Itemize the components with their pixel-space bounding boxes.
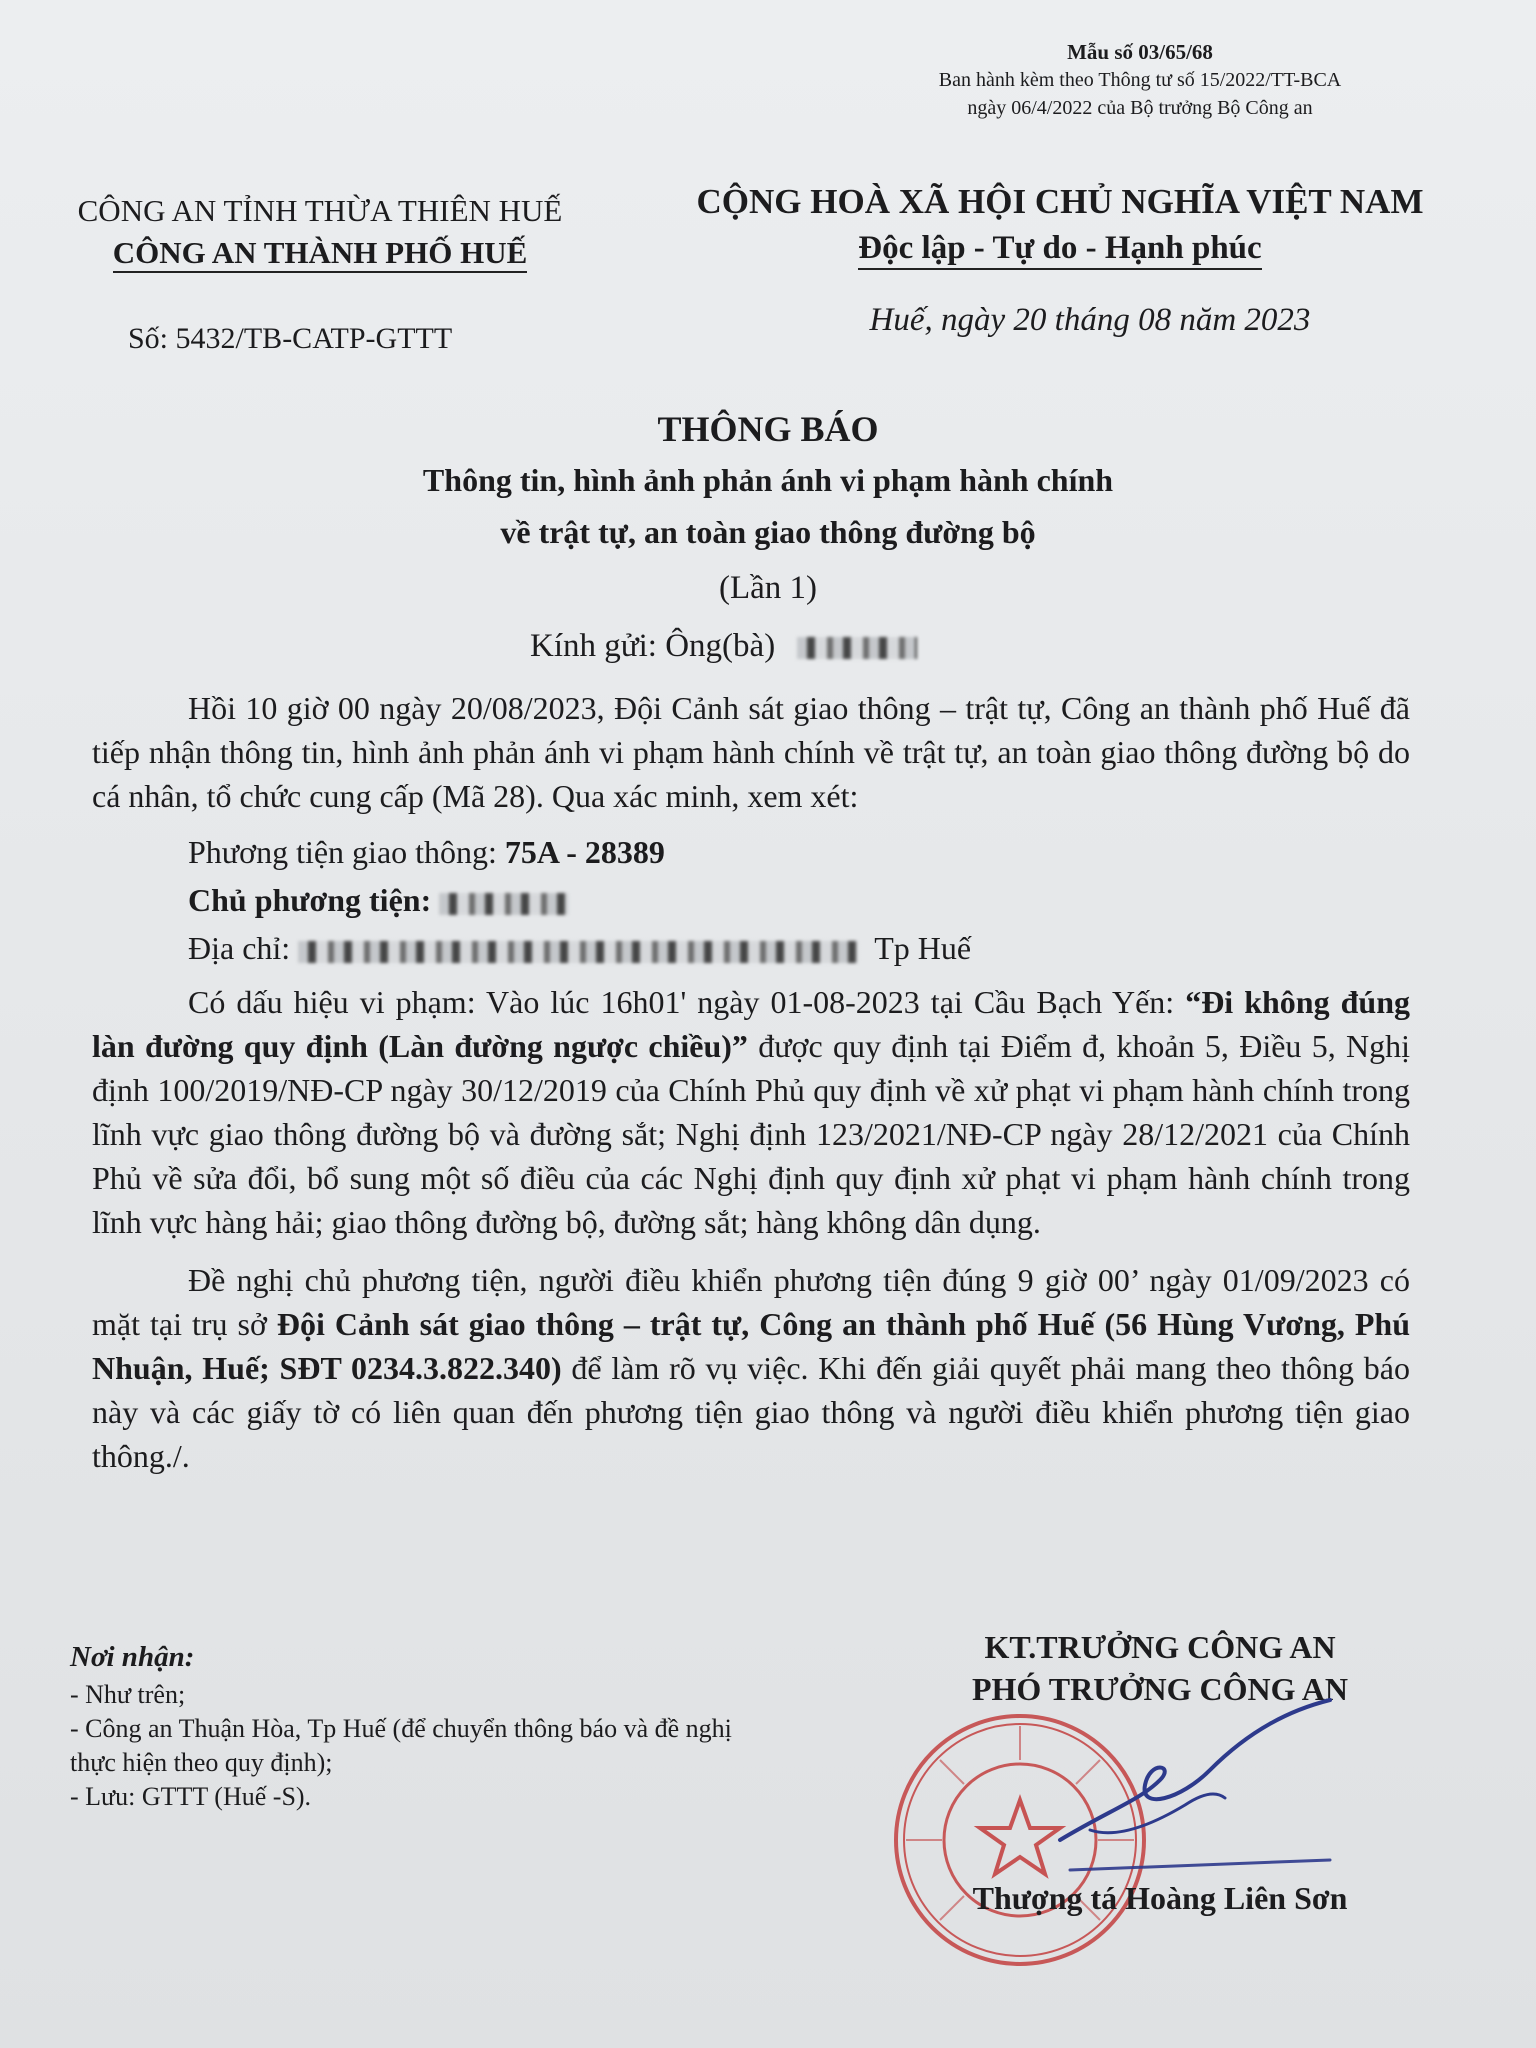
recipient-label: Kính gửi: Ông(bà) <box>530 628 776 664</box>
form-code-block <box>870 38 1410 122</box>
recipients-heading: Nơi nhận: <box>70 1641 195 1673</box>
signature-title-2: PHÓ TRƯỞNG CÔNG AN <box>971 1671 1348 1707</box>
recipients-item: - Lưu: GTTT (Huế -S). <box>70 1782 312 1811</box>
agency-line2: CÔNG AN THÀNH PHỐ HUẾ <box>113 235 528 273</box>
owner-field: Chủ phương tiện: <box>92 876 1410 924</box>
document-title-block <box>0 404 1536 616</box>
document-body <box>92 686 1410 1478</box>
redacted-address <box>298 941 858 963</box>
recipients-block <box>70 1640 770 1814</box>
nation-header <box>660 178 1460 270</box>
vehicle-plate: 75A - 28389 <box>504 834 665 870</box>
intro-paragraph: Hồi 10 giờ 00 ngày 20/08/2023, Đội Cảnh sát giao thông – trật tự, Công an thành phố Huế đã tiếp nhận thông tin, hình ảnh phản ánh vi phạm hành chính về trật tự, an toàn giao thông đường bộ do cá nhân, tổ chức cung cấp (Mã 28). Qua xác minh, xem xét: <box>92 690 1410 814</box>
recipient-line <box>530 628 917 665</box>
recipients-item: - Công an Thuận Hòa, Tp Huế (để chuyển thông báo và đề nghị thực hiện theo quy định); <box>70 1714 732 1777</box>
signer-name: Thượng tá Hoàng Liên Sơn <box>972 1880 1348 1916</box>
redacted-recipient-name <box>797 637 917 659</box>
nation-motto: Độc lập - Tự do - Hạnh phúc <box>858 230 1261 270</box>
form-issued-line1: Ban hành kèm theo Thông tư số 15/2022/TT-BCA <box>938 69 1342 91</box>
address-field: Địa chỉ: Tp Huế <box>188 930 972 966</box>
redacted-owner-name <box>439 893 569 915</box>
document-subtitle-1: Thông tin, hình ảnh phản ánh vi phạm hành chính <box>422 462 1114 498</box>
vehicle-field: Phương tiện giao thông: 75A - 28389 <box>188 834 665 870</box>
request-location: Đội Cảnh sát giao thông – trật tự, Công an thành phố Huế (56 Hùng Vương, Phú Nhuận, Huế; SĐT 0234.3.822.340) <box>92 1306 1411 1386</box>
request-paragraph: Đề nghị chủ phương tiện, người điều khiển phương tiện đúng 9 giờ 00’ ngày 01/09/2023 có mặt tại trụ sở Đội Cảnh sát giao thông – trật tự, Công an thành phố Huế (56 Hùng Vương, Phú Nhuận, Huế; SĐT 0234.3.822.340) để làm rõ vụ việc. Khi đến giải quyết phải mang theo thông báo này và các giấy tờ có liên quan đến phương tiện giao thông và người điều khiển phương tiện giao thông./. <box>92 1262 1411 1474</box>
document-subtitle-2: về trật tự, an toàn giao thông đường bộ <box>500 514 1036 550</box>
agency-line1: CÔNG AN TỈNH THỪA THIÊN HUẾ <box>77 193 563 228</box>
signature-title-1: KT.TRƯỞNG CÔNG AN <box>984 1629 1336 1665</box>
form-code: Mẫu số 03/65/68 <box>1067 40 1213 64</box>
document-date: Huế, ngày 20 tháng 08 năm 2023 <box>869 302 1311 338</box>
violation-description: “Đi không đúng làn đường quy định (Làn đường ngược chiều)” <box>92 984 1411 1064</box>
violation-paragraph: Có dấu hiệu vi phạm: Vào lúc 16h01' ngày 01-08-2023 tại Cầu Bạch Yến: “Đi không đúng làn đường quy định (Làn đường ngược chiều)” được quy định tại Điểm đ, khoản 5, Điều 5, Nghị định 100/2019/NĐ-CP ngày 30/12/2019 của Chính Phủ quy định về xử phạt vi phạm hành chính trong lĩnh vực giao thông đường bộ và đường sắt; Nghị định 123/2021/NĐ-CP ngày 28/12/2021 của Chính Phủ về sửa đổi, bổ sung một số điều của các Nghị định quy định xử phạt vi phạm hành chính trong lĩnh vực hàng hải; giao thông đường bộ, đường sắt; hàng không dân dụng. <box>92 984 1411 1240</box>
signature-icon <box>1050 1690 1350 1890</box>
document-round: (Lần 1) <box>718 570 818 606</box>
agency-header <box>20 190 620 274</box>
document-title: THÔNG BÁO <box>657 409 879 449</box>
document-number: Số: 5432/TB-CATP-GTTT <box>128 322 453 355</box>
address-suffix: Tp Huế <box>874 930 972 966</box>
recipients-item: - Như trên; <box>70 1680 186 1709</box>
form-issued-line2: ngày 06/4/2022 của Bộ trưởng Bộ Công an <box>967 97 1313 119</box>
nation-line1: CỘNG HOÀ XÃ HỘI CHỦ NGHĨA VIỆT NAM <box>696 182 1424 221</box>
